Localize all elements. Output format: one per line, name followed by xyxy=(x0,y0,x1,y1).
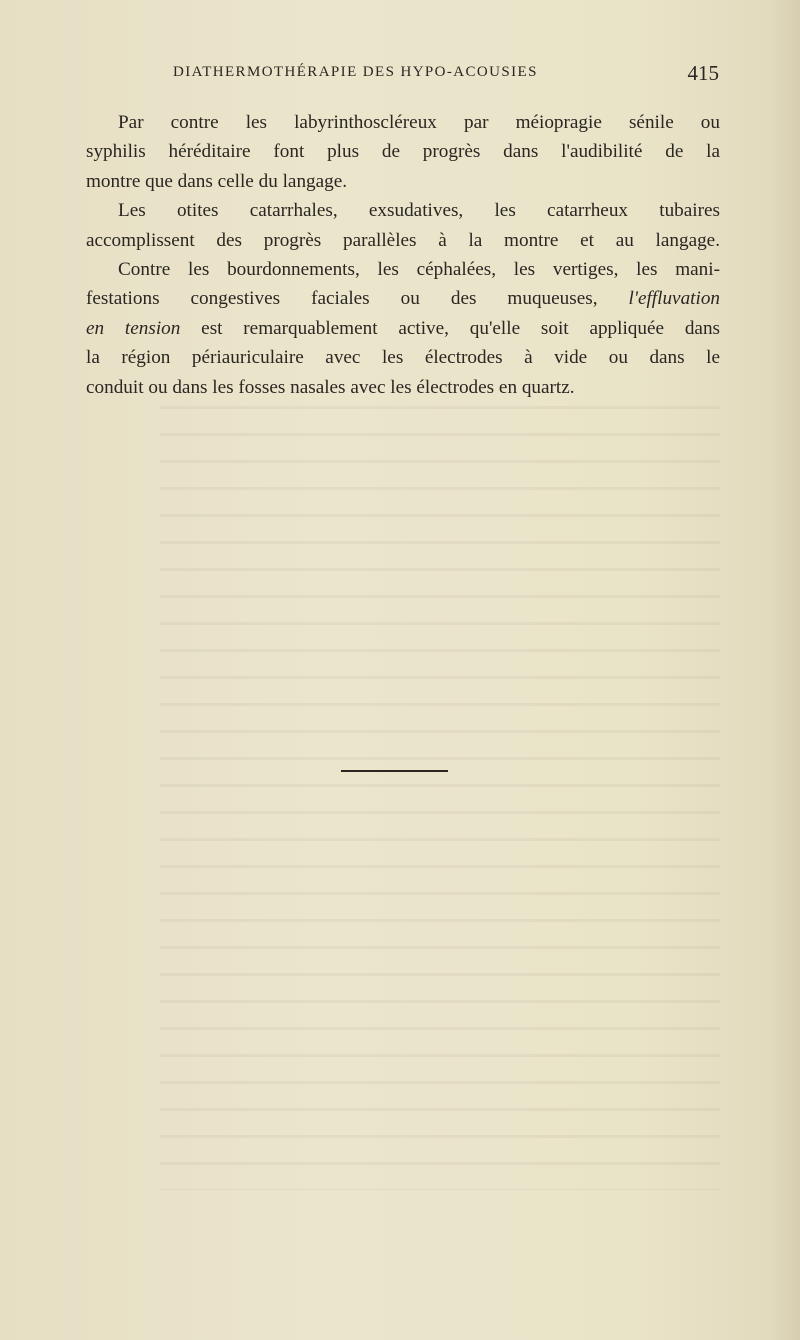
italic-term: l'effluvation xyxy=(628,288,721,310)
paragraph-1-line-2: syphilis héréditaire font plus de progrès dans l'audibilité de la xyxy=(86,141,720,163)
paragraph-3-line-5: conduit ou dans les fosses nasales avec les électrodes en quartz. xyxy=(86,376,575,398)
body-text xyxy=(86,108,720,402)
page-number: 415 xyxy=(687,61,719,85)
italic-term: en tension xyxy=(86,317,181,339)
paragraph-1-line-3: montre que dans celle du langage. xyxy=(86,170,348,192)
paragraph-2-line-1: Les otites catarrhales, exsudatives, les catarrheux tubaires xyxy=(118,200,720,222)
paragraph-3-line-2 xyxy=(86,284,720,313)
paragraph-1-line-1: Par contre les labyrinthoscléreux par méiopragie sénile ou xyxy=(118,112,720,133)
line-text: est remarquablement active, qu'elle soit appliquée dans xyxy=(201,317,721,339)
paragraph-3-line-1: Contre les bourdonnements, les céphalées, les vertiges, les mani- xyxy=(118,258,720,280)
running-title: DIATHERMOTHÉRAPIE DES HYPO-ACOUSIES xyxy=(173,64,538,80)
paragraph-2-line-2: accomplissent des progrès parallèles à la montre et au langage. xyxy=(86,229,720,251)
line-text: festations congestives faciales ou des muqueuses, xyxy=(86,288,598,310)
show-through-texture xyxy=(160,390,720,1190)
end-rule xyxy=(341,770,448,772)
running-head xyxy=(173,61,719,86)
paragraph-3-line-4: la région périauriculaire avec les électrodes à vide ou dans le xyxy=(86,347,720,369)
page-edge-shadow xyxy=(770,0,800,1340)
paragraph-3-line-3 xyxy=(86,314,720,343)
